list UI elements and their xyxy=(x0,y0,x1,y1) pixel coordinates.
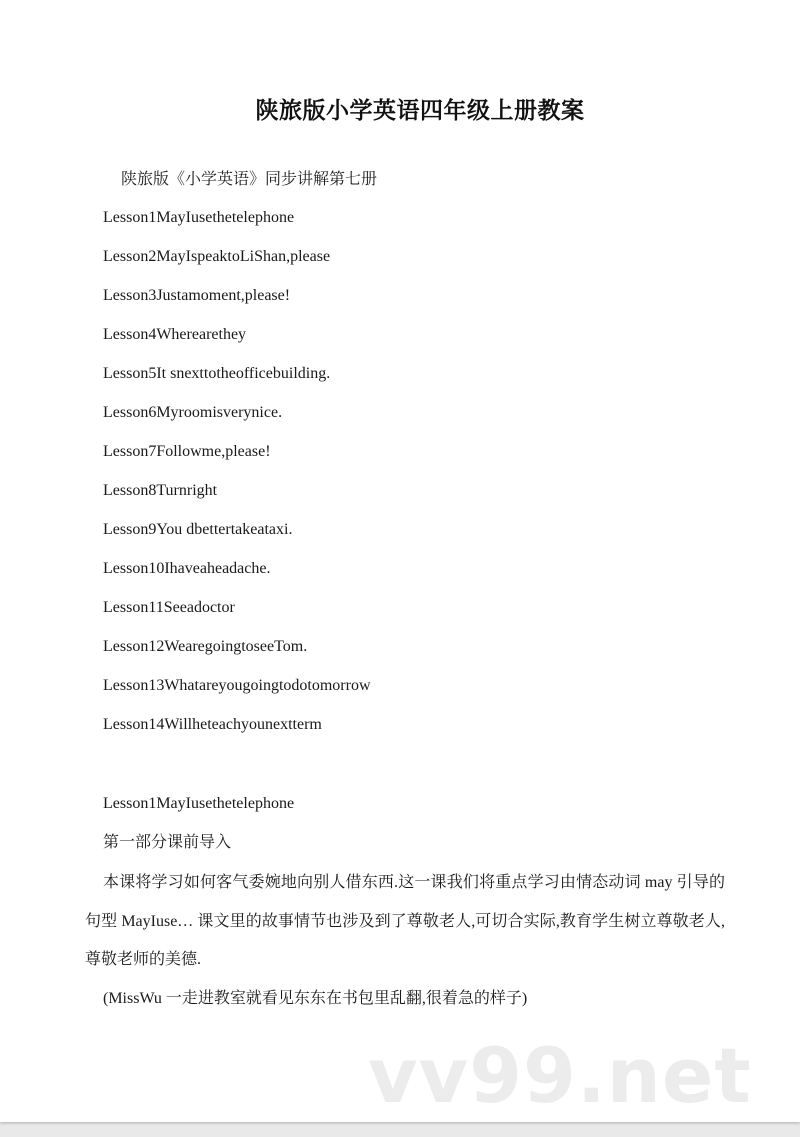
lesson-item: Lesson2MayIspeaktoLiShan,please xyxy=(103,248,331,265)
lesson-item: Lesson12WearegoingtoseeTom. xyxy=(103,638,308,655)
lesson-item: Lesson7Followme,please! xyxy=(103,443,271,460)
lesson-item: Lesson3Justamoment,please! xyxy=(103,287,291,304)
document-title: 陕旅版小学英语四年级上册教案 xyxy=(255,98,585,124)
section-lesson-title: Lesson1MayIusethetelephone xyxy=(103,795,295,812)
lesson-item: Lesson13Whatareyougoingtodotomorrow xyxy=(103,677,371,694)
section-heading: 第一部分课前导入 xyxy=(103,834,232,851)
lesson-item: Lesson6Myroomisverynice. xyxy=(103,404,283,421)
intro-paragraph: 本课将学习如何客气委婉地向别人借东西.这一课我们将重点学习由情态动词 may 引导的句型 MayIuse… 课文里的故事情节也涉及到了尊敬老人,可切合实际,教育学生树立尊敬老人,尊敬老师的美德. xyxy=(85,874,725,968)
lesson-item: Lesson10Ihaveaheadache. xyxy=(103,560,271,577)
lesson-item: Lesson8Turnright xyxy=(103,482,218,499)
lesson-item: Lesson1MayIusethetelephone xyxy=(103,209,295,226)
lesson-item: Lesson11Seeadoctor xyxy=(103,599,235,616)
watermark: vv99.net xyxy=(368,1031,752,1120)
subtitle: 陕旅版《小学英语》同步讲解第七册 xyxy=(121,171,378,188)
intro-section xyxy=(85,864,725,1009)
lesson-item: Lesson4Wherearethey xyxy=(103,326,247,343)
lesson-item: Lesson5It snexttotheofficebuilding. xyxy=(103,365,331,382)
scene-note: (MissWu 一走进教室就看见东东在书包里乱翻,很着急的样子) xyxy=(103,989,528,1007)
lesson-item: Lesson9You dbettertakeataxi. xyxy=(103,521,293,538)
lesson-item: Lesson14Willheteachyounextterm xyxy=(103,716,322,733)
